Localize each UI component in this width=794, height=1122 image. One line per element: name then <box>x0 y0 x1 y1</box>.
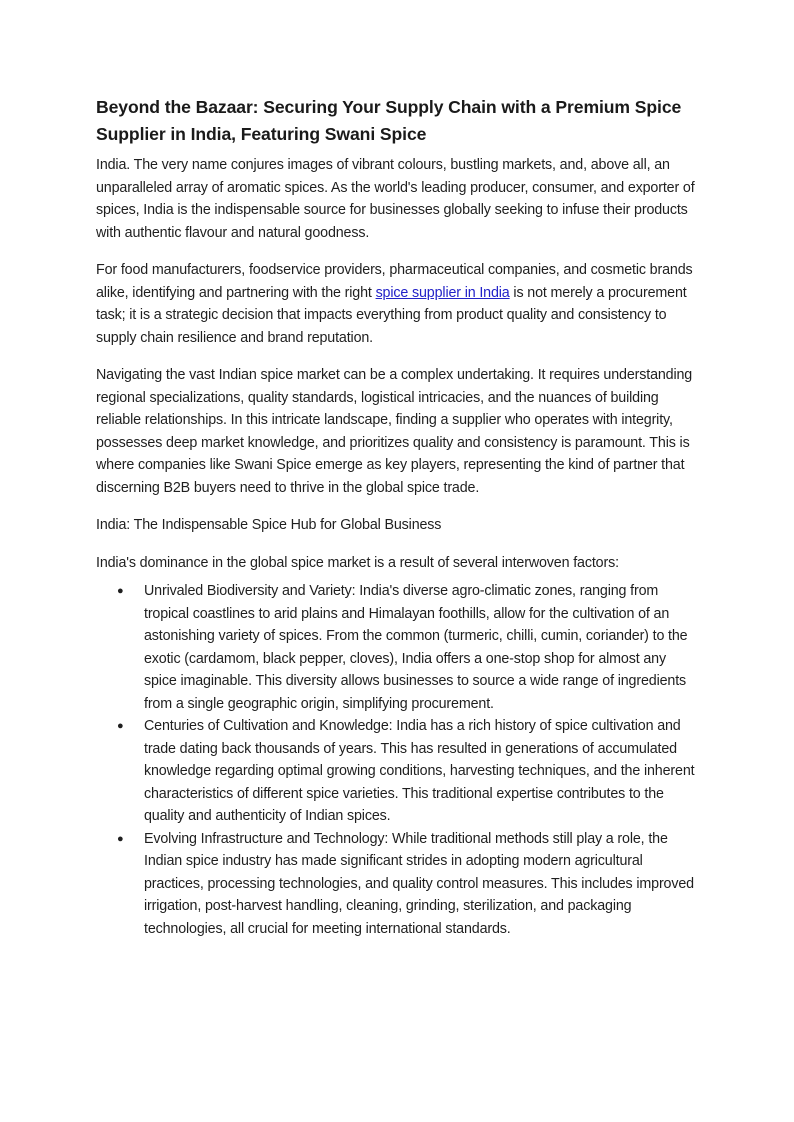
list-item <box>96 828 702 941</box>
bullet-icon: ● <box>117 720 124 732</box>
factors-intro: India's dominance in the global spice market is a result of several interwoven factors: <box>96 554 619 571</box>
document-page <box>96 94 702 940</box>
intro-paragraph: India. The very name conjures images of vibrant colours, bustling markets, and, above all, an unparalleled array of aromatic spices. As the world's leading producer, consumer, and exporter of spices, India is the indispensable source for businesses globally seeking to infuse their products with authentic flavour and natural goodness. <box>96 157 695 241</box>
market-paragraph: Navigating the vast Indian spice market can be a complex undertaking. It requires understanding regional specializations, quality standards, logistical intricacies, and the nuances of building reliable relationships. In this intricate landscape, finding a supplier who operates with integrity, possesses deep market knowledge, and prioritizes quality and consistency is paramount. This is where companies like Swani Spice emerge as key players, representing the kind of partner that discerning B2B buyers need to thrive in the global spice trade. <box>96 367 693 496</box>
bullet-icon: ● <box>117 832 124 845</box>
bullet-icon: ● <box>117 585 124 597</box>
article-title: Beyond the Bazaar: Securing Your Supply Chain with a Premium Spice Supplier in India, Featuring Swani Spice <box>96 97 682 144</box>
list-item-text: Centuries of Cultivation and Knowledge: India has a rich history of spice cultivation and trade dating back thousands of years. This has resulted in generations of accumulated knowledge regarding optimal growing conditions, harvesting techniques, and the inherent characteristics of different spice varieties. This traditional expertise contributes to the quality and authenticity of Indian spices. <box>144 718 695 824</box>
paragraph-text-after-link: is not merely a procurement task; it is a strategic decision that impacts everything from product quality and consistency to supply chain resilience and brand reputation. <box>96 284 687 346</box>
spice-supplier-link[interactable]: spice supplier in India <box>375 284 510 301</box>
list-item <box>96 580 702 715</box>
list-item-text: Unrivaled Biodiversity and Variety: India's diverse agro-climatic zones, ranging from tropical coastlines to arid plains and Himalayan foothills, allow for the cultivation of an astonishing variety of spices. From the common (turmeric, chilli, cumin, coriander) to the exotic (cardamom, black pepper, cloves), India offers a one-stop shop for almost any spice imaginable. This diversity allows businesses to source a wide range of ingredients from a single geographic origin, simplifying procurement. <box>144 583 688 712</box>
list-item-text: Evolving Infrastructure and Technology: While traditional methods still play a role, the Indian spice industry has made significant strides in adopting modern agricultural practices, processing technologies, and quality control measures. This includes improved irrigation, post-harvest handling, cleaning, grinding, sterilization, and packaging technologies, all crucial for meeting international standards. <box>144 830 694 937</box>
paragraph-text-before-link: For food manufacturers, foodservice providers, pharmaceutical companies, and cosmetic brands alike, identifying and partnering with the right <box>96 262 693 301</box>
supplier-paragraph <box>96 259 702 349</box>
list-item <box>96 715 702 828</box>
section-heading: India: The Indispensable Spice Hub for Global Business <box>96 517 442 533</box>
factors-list <box>96 580 702 940</box>
